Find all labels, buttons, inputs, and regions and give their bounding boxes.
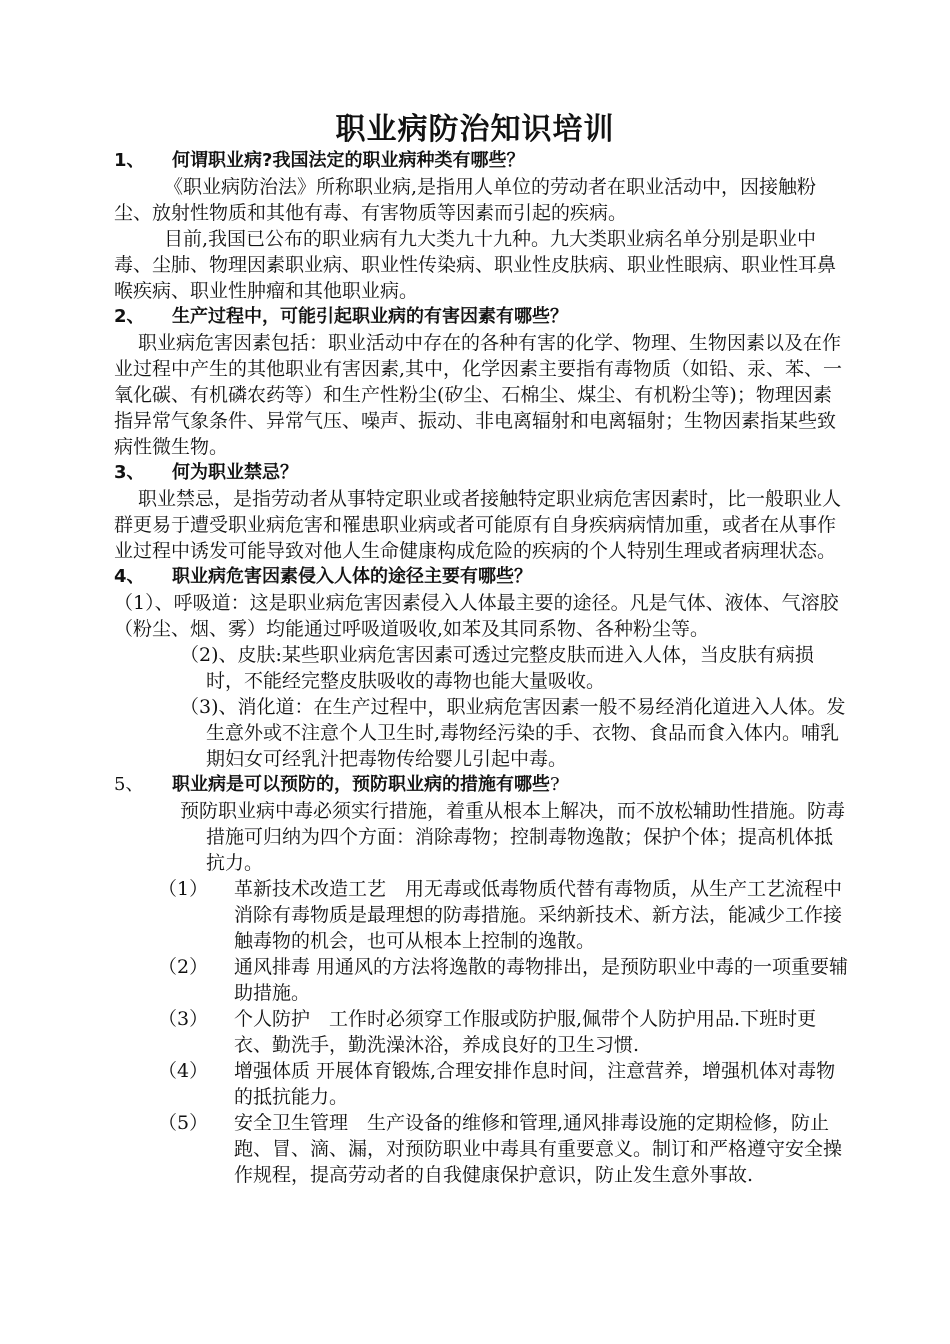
section-4-heading (114, 564, 850, 590)
measure-number: （2） (158, 956, 209, 978)
section-5-heading (114, 772, 850, 798)
document-title: 职业病防治知识培训 (335, 112, 615, 147)
route-digestive: （3)、消化道：在生产过程中，职业病危害因素一般不易经消化道进入人体。发生意外或不注意个人卫生时,毒物经污染的手、衣物、食品而食入体内。哺乳期妇女可经乳汁把毒物传给婴儿引起中毒。 (180, 696, 846, 770)
section-number: 5、 (114, 774, 144, 795)
section-heading-text: 何谓职业病?我国法定的职业病种类有哪些？ (172, 150, 525, 171)
measure-item (158, 876, 850, 954)
document-body (114, 148, 850, 1188)
measure-text: 安全卫生管理 生产设备的维修和管理,通风排毒设施的定期检修，防止跑、冒、滴、漏，对预防职业中毒具有重要意义。制订和严格遵守安全操作规程，提高劳动者的自我健康保护意识，防止发生意外事故. (234, 1112, 843, 1186)
measure-number: （3） (158, 1008, 209, 1030)
measure-text: 增强体质 开展体育锻炼,合理安排作息时间，注意营养，增强机体对毒物的抵抗能力。 (234, 1060, 836, 1108)
section-number: 2、 (114, 306, 145, 327)
measure-text: 革新技术改造工艺 用无毒或低毒物质代替有毒物质，从生产工艺流程中消除有毒物质是最理想的防毒措施。采纳新技术、新方法，能减少工作接触毒物的机会，也可从根本上控制的逸散。 (234, 878, 843, 952)
route-skin: （2)、皮肤:某些职业病危害因素可透过完整皮肤而进入人体，当皮肤有病损时，不能经完整皮肤吸收的毒物也能大量吸收。 (180, 644, 814, 692)
section-2-heading (114, 304, 850, 330)
measure-text: 个人防护 工作时必须穿工作服或防护服,佩带个人防护用品.下班时更衣、勤洗手，勤洗澡沐浴，养成良好的卫生习惯. (234, 1008, 817, 1056)
section-number: 4、 (114, 566, 145, 587)
measure-item (158, 1006, 850, 1058)
section-heading-qmark: ? (550, 774, 560, 795)
section-number: 3、 (114, 462, 145, 483)
measure-text: 通风排毒 用通风的方法将逸散的毒物排出，是预防职业中毒的一项重要辅助措施。 (234, 956, 849, 1004)
measure-item (158, 1058, 850, 1110)
measure-number: （1） (158, 878, 209, 900)
section-1-heading (114, 148, 850, 174)
measure-item (158, 954, 850, 1006)
paragraph: 《职业病防治法》所称职业病,是指用人单位的劳动者在职业活动中，因接触粉尘、放射性物质和其他有毒、有害物质等因素而引起的疾病。 (114, 176, 817, 224)
measure-item (158, 1110, 850, 1188)
paragraph: 职业禁忌，是指劳动者从事特定职业或者接触特定职业病危害因素时，比一般职业人群更易于遭受职业病危害和罹患职业病或者可能原有自身疾病病情加重，或者在从事作业过程中诱发可能导致对他人生命健康构成危险的疾病的个人特别生理或者病理状态。 (114, 488, 842, 562)
route-respiratory: （1）、呼吸道：这是职业病危害因素侵入人体最主要的途径。凡是气体、液体、气溶胶（粉尘、烟、雾）均能通过呼吸道吸收,如苯及其同系物、各种粉尘等。 (114, 592, 839, 640)
prevention-intro: 预防职业病中毒必须实行措施，着重从根本上解决，而不放松辅助性措施。防毒措施可归纳为四个方面：消除毒物；控制毒物逸散；保护个体；提高机体抵抗力。 (180, 800, 846, 874)
section-3-heading (114, 460, 850, 486)
paragraph: 目前,我国已公布的职业病有九大类九十九种。九大类职业病名单分别是职业中毒、尘肺、物理因素职业病、职业性传染病、职业性皮肤病、职业性眼病、职业性耳鼻喉疾病、职业性肿瘤和其他职业病。 (114, 228, 837, 302)
measure-number: （5） (158, 1112, 209, 1134)
section-heading-text: 生产过程中，可能引起职业病的有害因素有哪些？ (172, 306, 568, 327)
section-heading-text: 职业病危害因素侵入人体的途径主要有哪些？ (172, 566, 532, 587)
section-heading-text: 何为职业禁忌？ (172, 462, 298, 483)
section-heading-text: 职业病是可以预防的，预防职业病的措施有哪些 (172, 774, 550, 795)
paragraph: 职业病危害因素包括：职业活动中存在的各种有害的化学、物理、生物因素以及在作业过程中产生的其他职业有害因素,其中，化学因素主要指有毒物质（如铅、汞、苯、一氧化碳、有机磷农药等）和生产性粉尘(矽尘、石棉尘、煤尘、有机粉尘等)；物理因素指异常气象条件、异常气压、噪声、振动、非电离辐射和电离辐射；生物因素指某些致病性微生物。 (114, 332, 843, 458)
section-number: 1、 (114, 150, 145, 171)
measure-number: （4） (158, 1060, 209, 1082)
